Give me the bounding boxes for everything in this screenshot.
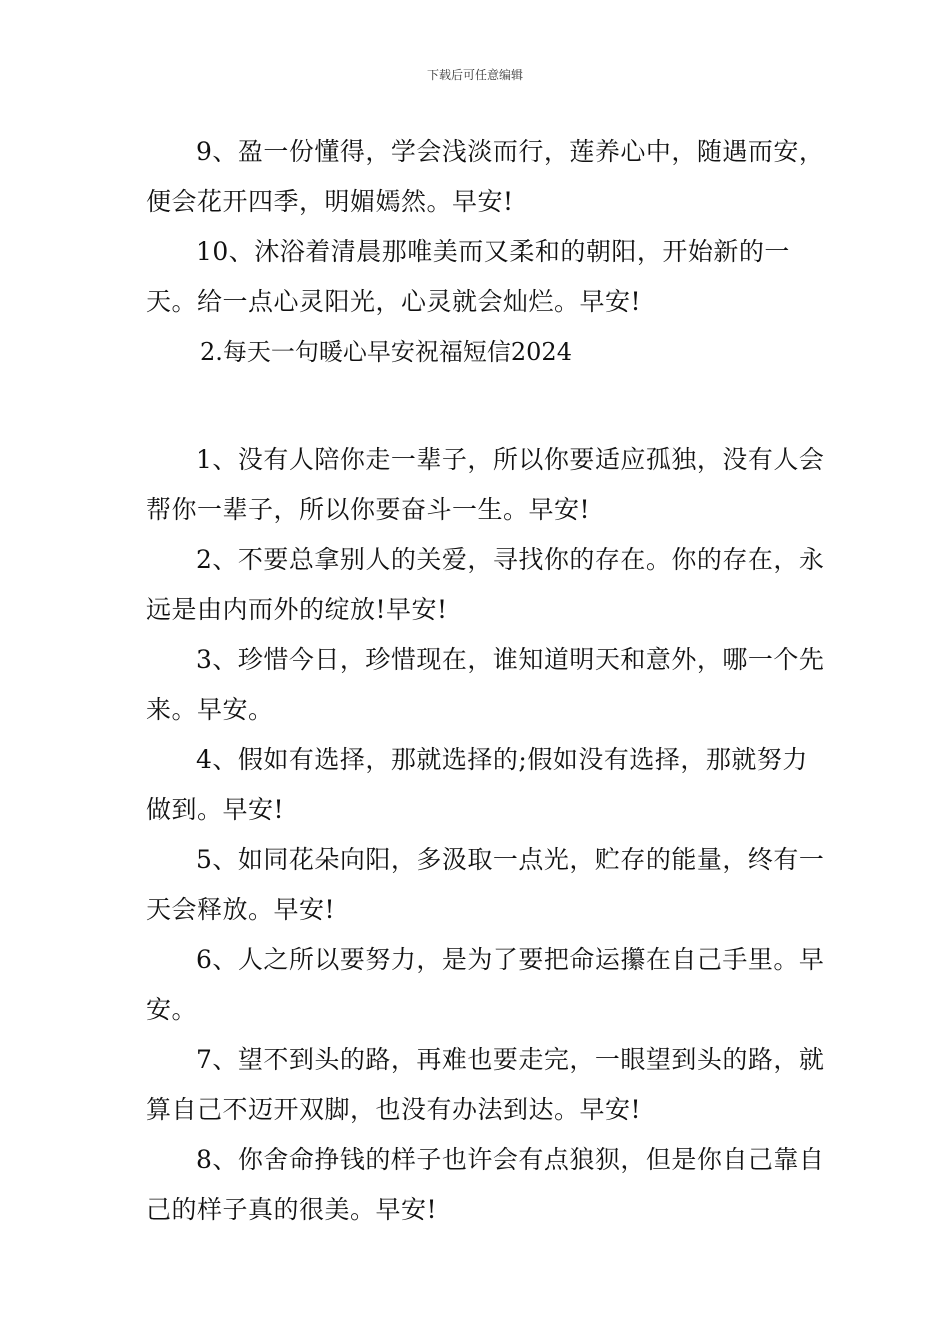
paragraph-item-6: 6、人之所以要努力，是为了要把命运攥在自己手里。早安。: [146, 945, 825, 1024]
section-spacer: [146, 377, 826, 435]
page-header-note: 下载后可任意编辑: [426, 68, 523, 82]
paragraph-item-3: 3、珍惜今日，珍惜现在，谁知道明天和意外，哪一个先来。早安。: [146, 645, 825, 724]
paragraph-item-2: 2、不要总拿别人的关爱，寻找你的存在。你的存在，永远是由内而外的绽放!早安!: [146, 545, 825, 624]
paragraph-item-7: 7、望不到头的路，再难也要走完，一眼望到头的路，就算自己不迈开双脚，也没有办法到达。早安!: [146, 1045, 825, 1124]
paragraph-item-8: 8、你舍命挣钱的样子也许会有点狼狈，但是你自己靠自己的样子真的很美。早安!: [146, 1145, 825, 1224]
paragraph-item-4: 4、假如有选择，那就选择的;假如没有选择，那就努力做到。早安!: [146, 745, 808, 824]
paragraph-item-1: 1、没有人陪你走一辈子，所以你要适应孤独，没有人会帮你一辈子，所以你要奋斗一生。早安!: [146, 445, 825, 524]
document-body: [146, 127, 826, 1235]
section-heading: 2.每天一句暖心早安祝福短信2024: [200, 338, 572, 366]
paragraph-item-10: 10、沐浴着清晨那唯美而又柔和的朝阳，开始新的一天。给一点心灵阳光，心灵就会灿烂。早安!: [146, 237, 790, 316]
paragraph-item-9: 9、盈一份懂得，学会浅淡而行，莲养心中，随遇而安，便会花开四季，明媚嫣然。早安!: [146, 137, 825, 216]
paragraph-item-5: 5、如同花朵向阳，多汲取一点光，贮存的能量，终有一天会释放。早安!: [146, 845, 825, 924]
